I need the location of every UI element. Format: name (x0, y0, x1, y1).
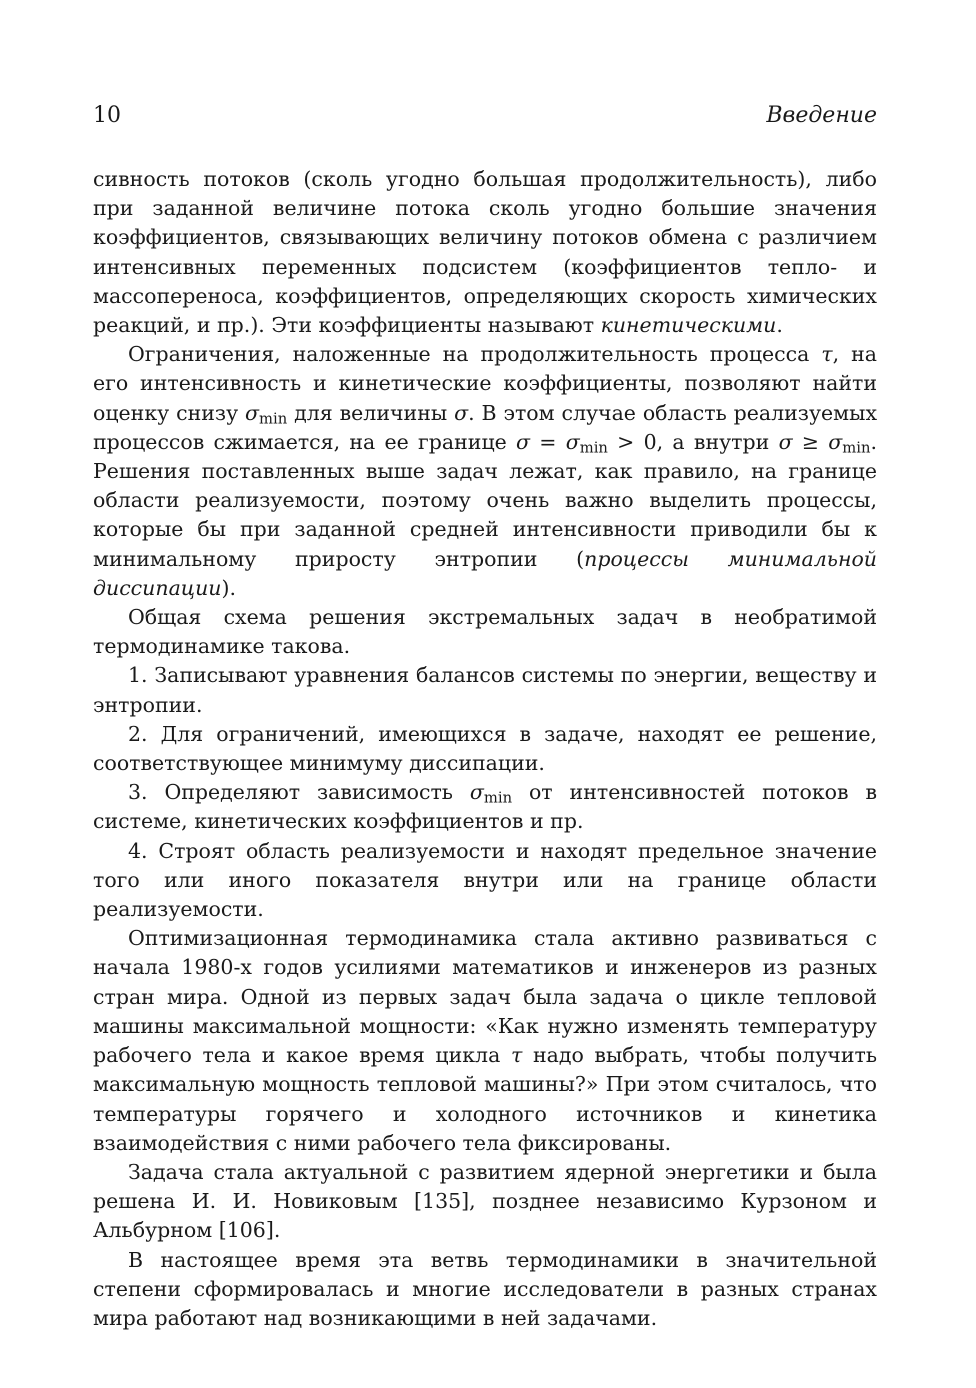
text-run: Оптимизационная термодинамика стала активно развиваться с начала 1980-х годов усилиями математиков и инженеров из разных стран мира. Одной из первых задач была задача о цикле тепловой машины максимальной мощности: «Как нужно изменять температуру рабочего тела и какое время цикла (93, 926, 877, 1068)
list-item-step-3 (93, 778, 877, 836)
text-run: для величины (287, 400, 455, 425)
list-item-step-2: 2. Для ограничений, имеющихся в задаче, находят ее решение, соответствующее минимуму диссипации. (93, 721, 877, 776)
list-item-step-1: 1. Записывают уравнения балансов системы по энергии, веществу и энтропии. (93, 663, 877, 717)
text-run: . (776, 313, 783, 338)
text-run: . Решения поставленных выше задач лежат, как правило, на границе области реализуемости, поэтому очень важно выделить процессы, которые бы при заданной средней интенсивности приводили бы к минимальному приросту энтропии ( (93, 429, 877, 571)
math-subscript: min (483, 789, 513, 807)
math-subscript: min (579, 439, 608, 457)
text-run: , на его интенсивность и кинетические коэффициенты, позволяют найти оценку снизу (93, 342, 878, 425)
section-title: Введение (766, 103, 877, 128)
math-inequality: σ ≥ σ (778, 429, 843, 454)
math-subscript: min (842, 439, 871, 457)
emphasized-term: процессы минимальной диссипации (93, 546, 877, 600)
list-item-step-4: 4. Строят область реализуемости и находят предельное значение того или иного показателя внутри или на границе области реализуемости. (93, 838, 877, 922)
math-sigma: σ (469, 780, 484, 805)
text-run: ). (221, 575, 237, 600)
running-header (93, 100, 877, 132)
text-run: сивность потоков (сколь угодно большая продолжительность), либо при заданной величине потока сколь угодно большие значения коэффициентов, связывающих величину потоков обмена с различием интенсивных переменных подсистем (коэффициентов тепло- и массопереноса, коэффициентов, определяющих скорость химических реакций, и пр.). Эти коэффициенты называют (93, 167, 877, 338)
paragraph-history (93, 924, 877, 1158)
body-text (93, 165, 877, 1333)
math-sigma: σ (245, 400, 260, 425)
text-run: от интенсивностей потоков в системе, кинетических коэффициентов и пр. (93, 780, 877, 834)
math-equation: σ = σ (516, 429, 580, 454)
text-run: , а внутри (656, 429, 779, 454)
emphasized-term: кинетическими (600, 313, 777, 338)
math-tau: τ (510, 1043, 523, 1068)
math-tau: τ (821, 342, 833, 367)
paragraph-continued (93, 165, 877, 340)
text-run: . В этом случае область реализуемых процессов сжимается, на ее границе (93, 400, 878, 454)
math-subscript: min (259, 410, 288, 428)
text-run: 3. Определяют зависимость (128, 780, 470, 805)
text-run: Ограничения, наложенные на продолжительность процесса (128, 342, 822, 367)
paragraph-scheme-intro: Общая схема решения экстремальных задач в необратимой термодинамике такова. (93, 605, 877, 659)
math-equation-tail: > 0 (607, 429, 657, 454)
paragraph-constraints (93, 340, 877, 603)
page-number: 10 (93, 103, 121, 128)
text-run: надо выбрать, чтобы получить максимальную мощность тепловой машины?» При этом считалось, что температуры горячего и холодного источников и кинетика взаимодействия с ними рабочего тела фиксированы. (93, 1043, 877, 1155)
paragraph-references: Задача стала актуальной с развитием ядерной энергетики и была решена И. И. Новиковым [135], позднее независимо Курзоном и Альбурном [106]. (93, 1159, 877, 1243)
math-sigma: σ (454, 400, 469, 425)
paragraph-present: В настоящее время эта ветвь термодинамики в значительной степени сформировалась и многие исследователи в разных странах мира работают над возникающими в ней задачами. (93, 1247, 877, 1330)
